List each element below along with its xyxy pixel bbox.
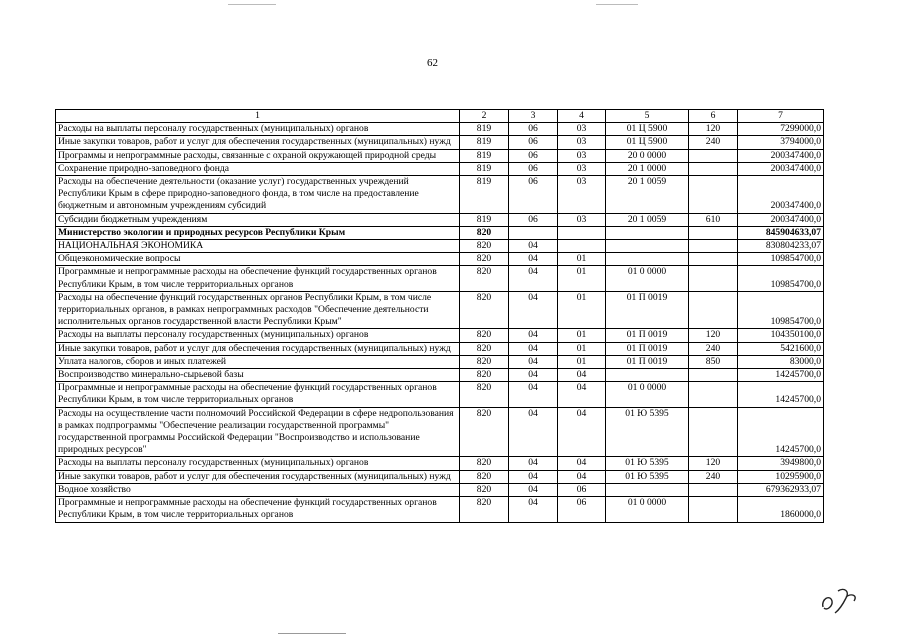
scan-artifact-line — [596, 4, 638, 5]
table-row — [56, 253, 824, 266]
cell-subsection: 03 — [558, 213, 606, 226]
cell-target-article: 01 Ц 5900 — [606, 136, 689, 149]
cell-expense-type — [689, 497, 738, 522]
scan-artifact-line — [278, 633, 346, 634]
table-row — [56, 136, 824, 149]
column-header: 6 — [689, 110, 738, 123]
cell-ministry-code: 820 — [460, 329, 509, 342]
cell-expense-type — [689, 253, 738, 266]
column-header: 2 — [460, 110, 509, 123]
cell-subsection: 04 — [558, 407, 606, 457]
cell-ministry-code: 820 — [460, 291, 509, 329]
cell-section: 04 — [509, 355, 558, 368]
cell-section: 04 — [509, 483, 558, 496]
column-header: 4 — [558, 110, 606, 123]
cell-ministry-code: 819 — [460, 162, 509, 175]
cell-expense-type — [689, 226, 738, 239]
cell-target-article: 01 Ю 5395 — [606, 470, 689, 483]
cell-section: 06 — [509, 162, 558, 175]
cell-amount: 14245700,0 — [738, 369, 824, 382]
cell-amount: 200347400,0 — [738, 176, 824, 214]
cell-target-article: 01 П 0019 — [606, 329, 689, 342]
cell-target-article: 01 П 0019 — [606, 342, 689, 355]
cell-name: Иные закупки товаров, работ и услуг для обеспечения государственных (муниципальных) нужд — [56, 342, 460, 355]
cell-target-article — [606, 240, 689, 253]
cell-subsection: 01 — [558, 329, 606, 342]
cell-name: Иные закупки товаров, работ и услуг для обеспечения государственных (муниципальных) нужд — [56, 470, 460, 483]
cell-section — [509, 226, 558, 239]
cell-amount: 200347400,0 — [738, 149, 824, 162]
cell-expense-type — [689, 240, 738, 253]
cell-ministry-code: 820 — [460, 470, 509, 483]
cell-amount: 3794000,0 — [738, 136, 824, 149]
table-header — [56, 110, 824, 123]
cell-expense-type — [689, 149, 738, 162]
cell-subsection — [558, 226, 606, 239]
cell-expense-type — [689, 407, 738, 457]
table-row — [56, 342, 824, 355]
cell-ministry-code: 820 — [460, 226, 509, 239]
cell-subsection: 06 — [558, 483, 606, 496]
table-row — [56, 266, 824, 291]
cell-name: Программные и непрограммные расходы на обеспечение функций государственных органов Республики Крым, в том числе территориальных органов — [56, 382, 460, 407]
cell-target-article: 01 0 0000 — [606, 266, 689, 291]
cell-expense-type: 240 — [689, 342, 738, 355]
cell-subsection: 03 — [558, 176, 606, 214]
cell-section: 04 — [509, 470, 558, 483]
cell-ministry-code: 820 — [460, 342, 509, 355]
cell-target-article: 01 Ц 5900 — [606, 123, 689, 136]
cell-expense-type — [689, 176, 738, 214]
cell-name: Уплата налогов, сборов и иных платежей — [56, 355, 460, 368]
cell-subsection: 06 — [558, 497, 606, 522]
column-header: 1 — [56, 110, 460, 123]
cell-amount: 200347400,0 — [738, 213, 824, 226]
table-body — [56, 123, 824, 522]
cell-name: Расходы на обеспечение деятельности (оказание услуг) государственных учреждений Республики Крым в сфере природно-заповедного фонда, в том числе на предоставление бюджетным и автономным учреждениям субсидий — [56, 176, 460, 214]
cell-expense-type: 120 — [689, 123, 738, 136]
cell-subsection: 03 — [558, 149, 606, 162]
cell-target-article: 01 Ю 5395 — [606, 457, 689, 470]
table-row — [56, 470, 824, 483]
cell-subsection: 01 — [558, 291, 606, 329]
cell-subsection: 01 — [558, 266, 606, 291]
cell-ministry-code: 820 — [460, 266, 509, 291]
cell-section: 06 — [509, 213, 558, 226]
page-number: 62 — [427, 57, 438, 69]
cell-target-article — [606, 253, 689, 266]
table-row — [56, 355, 824, 368]
cell-amount: 14245700,0 — [738, 382, 824, 407]
cell-amount: 104350100,0 — [738, 329, 824, 342]
cell-expense-type: 610 — [689, 213, 738, 226]
cell-section: 04 — [509, 369, 558, 382]
cell-amount: 679362933,07 — [738, 483, 824, 496]
cell-section: 06 — [509, 136, 558, 149]
column-header: 7 — [738, 110, 824, 123]
cell-ministry-code: 820 — [460, 253, 509, 266]
cell-section: 04 — [509, 240, 558, 253]
cell-expense-type: 120 — [689, 329, 738, 342]
cell-target-article: 20 1 0000 — [606, 162, 689, 175]
cell-expense-type — [689, 291, 738, 329]
cell-name: Расходы на осуществление части полномочий Российской Федерации в сфере недропользования в рамках подпрограммы "Обеспечение реализации государственной программы" государственной программы Российской Федерации "Воспроизводство и использование природных ресурсов" — [56, 407, 460, 457]
cell-target-article: 01 Ю 5395 — [606, 407, 689, 457]
table-row — [56, 291, 824, 329]
cell-amount: 1860000,0 — [738, 497, 824, 522]
cell-ministry-code: 820 — [460, 382, 509, 407]
cell-amount: 109854700,0 — [738, 253, 824, 266]
cell-expense-type: 240 — [689, 136, 738, 149]
cell-amount: 109854700,0 — [738, 291, 824, 329]
cell-name: Субсидии бюджетным учреждениям — [56, 213, 460, 226]
cell-expense-type — [689, 266, 738, 291]
budget-table — [55, 109, 824, 523]
cell-name: Расходы на выплаты персоналу государственных (муниципальных) органов — [56, 457, 460, 470]
cell-ministry-code: 820 — [460, 457, 509, 470]
table-row — [56, 329, 824, 342]
table-row — [56, 382, 824, 407]
cell-ministry-code: 819 — [460, 136, 509, 149]
cell-name: НАЦИОНАЛЬНАЯ ЭКОНОМИКА — [56, 240, 460, 253]
cell-name: Программы и непрограммные расходы, связанные с охраной окружающей природной среды — [56, 149, 460, 162]
cell-ministry-code: 819 — [460, 123, 509, 136]
cell-section: 04 — [509, 291, 558, 329]
cell-amount: 10295900,0 — [738, 470, 824, 483]
cell-subsection: 04 — [558, 382, 606, 407]
table-row — [56, 240, 824, 253]
cell-section: 04 — [509, 266, 558, 291]
cell-name: Водное хозяйство — [56, 483, 460, 496]
cell-expense-type — [689, 369, 738, 382]
cell-target-article — [606, 226, 689, 239]
table-row — [56, 176, 824, 214]
cell-name: Сохранение природно-заповедного фонда — [56, 162, 460, 175]
cell-target-article — [606, 369, 689, 382]
cell-amount: 5421600,0 — [738, 342, 824, 355]
handwritten-signature — [820, 585, 864, 615]
cell-amount: 109854700,0 — [738, 266, 824, 291]
cell-target-article: 20 0 0000 — [606, 149, 689, 162]
cell-expense-type: 120 — [689, 457, 738, 470]
cell-target-article — [606, 483, 689, 496]
cell-ministry-code: 820 — [460, 407, 509, 457]
cell-ministry-code: 819 — [460, 213, 509, 226]
cell-name: Общеэкономические вопросы — [56, 253, 460, 266]
cell-section: 06 — [509, 176, 558, 214]
cell-subsection: 03 — [558, 123, 606, 136]
table-row — [56, 123, 824, 136]
column-header: 5 — [606, 110, 689, 123]
cell-expense-type — [689, 382, 738, 407]
cell-subsection: 01 — [558, 253, 606, 266]
table-row — [56, 369, 824, 382]
cell-section: 04 — [509, 457, 558, 470]
cell-ministry-code: 820 — [460, 483, 509, 496]
cell-subsection: 03 — [558, 136, 606, 149]
cell-name: Воспроизводство минерально-сырьевой базы — [56, 369, 460, 382]
scan-artifact-line — [228, 4, 276, 5]
table-row — [56, 457, 824, 470]
cell-ministry-code: 820 — [460, 369, 509, 382]
cell-target-article: 01 П 0019 — [606, 355, 689, 368]
cell-amount: 845904633,07 — [738, 226, 824, 239]
cell-expense-type — [689, 162, 738, 175]
column-header: 3 — [509, 110, 558, 123]
cell-amount: 83000,0 — [738, 355, 824, 368]
cell-section: 06 — [509, 123, 558, 136]
cell-target-article: 01 0 0000 — [606, 382, 689, 407]
cell-section: 04 — [509, 253, 558, 266]
cell-subsection — [558, 240, 606, 253]
cell-target-article: 01 П 0019 — [606, 291, 689, 329]
cell-amount: 14245700,0 — [738, 407, 824, 457]
cell-target-article: 20 1 0059 — [606, 176, 689, 214]
cell-ministry-code: 820 — [460, 240, 509, 253]
cell-subsection: 04 — [558, 470, 606, 483]
cell-expense-type: 850 — [689, 355, 738, 368]
cell-target-article: 20 1 0059 — [606, 213, 689, 226]
cell-name: Расходы на выплаты персоналу государственных (муниципальных) органов — [56, 123, 460, 136]
cell-section: 04 — [509, 342, 558, 355]
cell-name: Программные и непрограммные расходы на обеспечение функций государственных органов Республики Крым, в том числе территориальных органов — [56, 497, 460, 522]
cell-amount: 3949800,0 — [738, 457, 824, 470]
cell-name: Расходы на обеспечение функций государственных органов Республики Крым, в том числе территориальных органов, в рамках непрограммных расходов "Обеспечение деятельности исполнительных органов государственной власти Республики Крым" — [56, 291, 460, 329]
table-row — [56, 162, 824, 175]
cell-name: Иные закупки товаров, работ и услуг для обеспечения государственных (муниципальных) нужд — [56, 136, 460, 149]
cell-amount: 7299000,0 — [738, 123, 824, 136]
cell-name: Министерство экологии и природных ресурсов Республики Крым — [56, 226, 460, 239]
cell-section: 04 — [509, 382, 558, 407]
table-row — [56, 213, 824, 226]
table-row — [56, 497, 824, 522]
cell-target-article: 01 0 0000 — [606, 497, 689, 522]
table-row — [56, 483, 824, 496]
table-row — [56, 226, 824, 239]
table-row — [56, 407, 824, 457]
cell-amount: 200347400,0 — [738, 162, 824, 175]
cell-section: 04 — [509, 407, 558, 457]
cell-section: 06 — [509, 149, 558, 162]
cell-subsection: 03 — [558, 162, 606, 175]
cell-subsection: 01 — [558, 342, 606, 355]
cell-ministry-code: 819 — [460, 149, 509, 162]
cell-amount: 830804233,07 — [738, 240, 824, 253]
cell-subsection: 04 — [558, 369, 606, 382]
cell-subsection: 01 — [558, 355, 606, 368]
cell-ministry-code: 819 — [460, 176, 509, 214]
cell-expense-type: 240 — [689, 470, 738, 483]
cell-section: 04 — [509, 497, 558, 522]
cell-ministry-code: 820 — [460, 355, 509, 368]
header-row — [56, 110, 824, 123]
cell-name: Программные и непрограммные расходы на обеспечение функций государственных органов Республики Крым, в том числе территориальных органов — [56, 266, 460, 291]
table-row — [56, 149, 824, 162]
cell-expense-type — [689, 483, 738, 496]
cell-subsection: 04 — [558, 457, 606, 470]
cell-ministry-code: 820 — [460, 497, 509, 522]
cell-section: 04 — [509, 329, 558, 342]
cell-name: Расходы на выплаты персоналу государственных (муниципальных) органов — [56, 329, 460, 342]
